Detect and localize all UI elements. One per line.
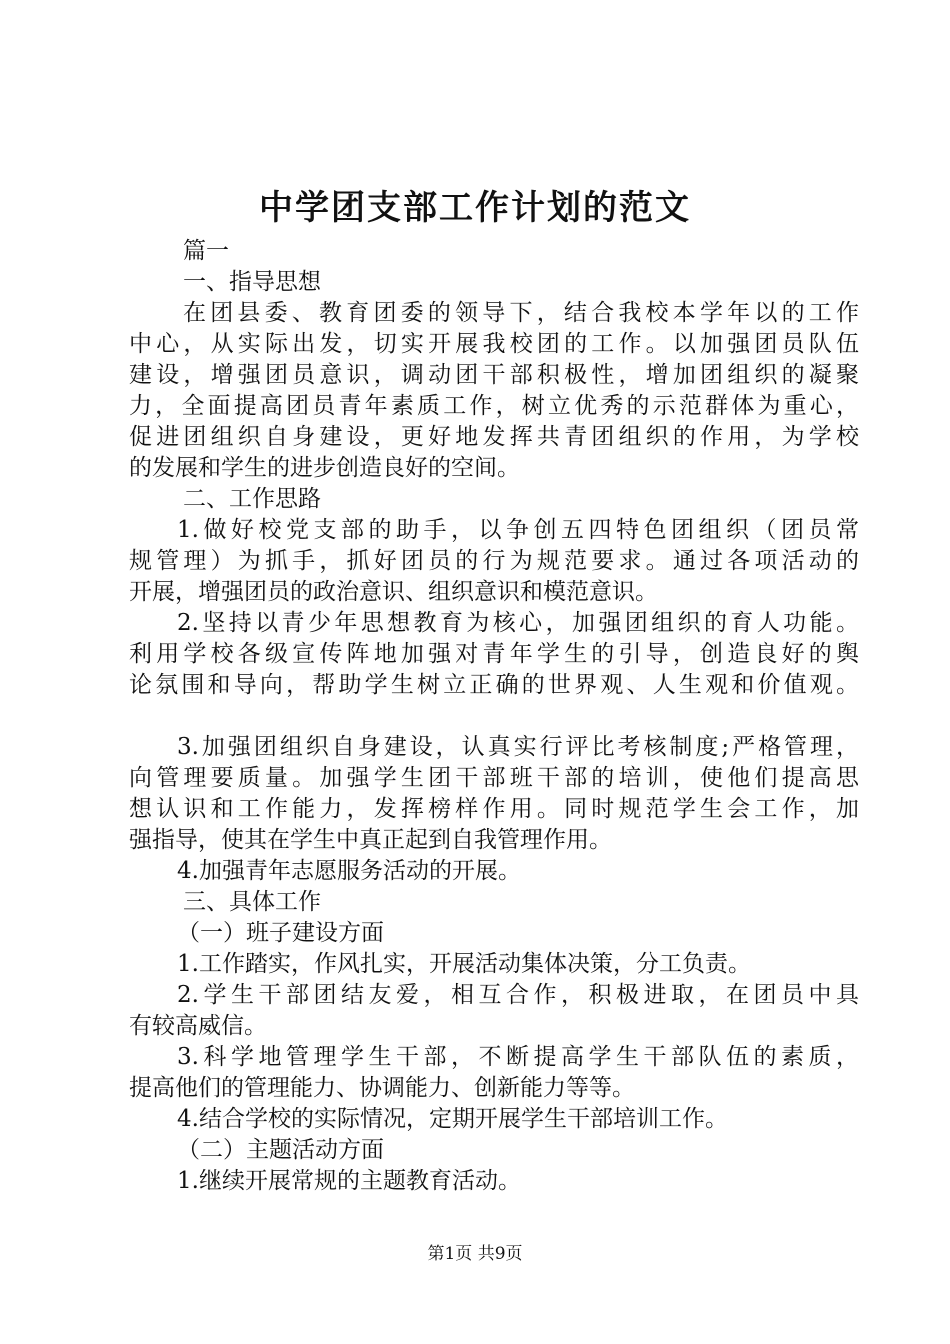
paragraph-line: 2.学生干部团结友爱，相互合作，积极进取，在团员中具: [177, 982, 859, 1008]
section-heading: 二、工作思路: [183, 486, 321, 512]
paragraph-line: 3.加强团组织自身建设，认真实行评比考核制度;严格管理，: [177, 734, 859, 760]
paragraph-line: 开展，增强团员的政治意识、组织意识和模范意识。: [129, 579, 658, 605]
paragraph-line: 在团县委、教育团委的领导下，结合我校本学年以的工作: [183, 300, 859, 326]
blank-line: [129, 701, 859, 732]
subsection-heading: （一）班子建设方面: [177, 920, 384, 946]
paragraph-line: 中心，从实际出发，切实开展我校团的工作。以加强团员队伍: [129, 331, 859, 357]
subsection-heading: （二）主题活动方面: [177, 1137, 384, 1163]
paragraph-line: 4.结合学校的实际情况，定期开展学生干部培训工作。: [177, 1106, 728, 1132]
paragraph-line: 4.加强青年志愿服务活动的开展。: [177, 858, 521, 884]
paragraph-line: 规管理）为抓手，抓好团员的行为规范要求。通过各项活动的: [129, 548, 859, 574]
paragraph-line: 向管理要质量。加强学生团干部班干部的培训，使他们提高思: [129, 765, 859, 791]
paragraph-line: 1.做好校党支部的助手，以争创五四特色团组织（团员常: [177, 517, 859, 543]
paragraph-line: 1.继续开展常规的主题教育活动。: [177, 1168, 521, 1194]
paragraph-line: 想认识和工作能力，发挥榜样作用。同时规范学生会工作，加: [129, 796, 859, 822]
paragraph-line: 利用学校各级宣传阵地加强对青年学生的引导，创造良好的舆: [129, 641, 859, 667]
document-title: 中学团支部工作计划的范文: [259, 188, 691, 228]
page-footer: 第1页 共9页: [427, 1244, 523, 1264]
paragraph-line: 促进团组织自身建设，更好地发挥共青团组织的作用，为学校: [129, 424, 859, 450]
paragraph-line: 3.科学地管理学生干部，不断提高学生干部队伍的素质，: [177, 1044, 859, 1070]
section-heading: 篇一: [183, 238, 229, 264]
paragraph-line: 1.工作踏实，作风扎实，开展活动集体决策，分工负责。: [177, 951, 751, 977]
paragraph-line: 建设，增强团员意识，调动团干部积极性，增加团组织的凝聚: [129, 362, 859, 388]
document-body: [129, 236, 859, 1197]
paragraph-line: 有较高威信。: [129, 1013, 267, 1039]
paragraph-line: 2.坚持以青少年思想教育为核心，加强团组织的育人功能。: [177, 610, 859, 636]
paragraph-line: 强指导，使其在学生中真正起到自我管理作用。: [129, 827, 612, 853]
paragraph-line: 力，全面提高团员青年素质工作，树立优秀的示范群体为重心，: [129, 393, 859, 419]
paragraph-line: 论氛围和导向，帮助学生树立正确的世界观、人生观和价值观。: [129, 672, 859, 698]
section-heading: 三、具体工作: [183, 889, 321, 915]
paragraph-line: 的发展和学生的进步创造良好的空间。: [129, 455, 520, 481]
section-heading: 一、指导思想: [183, 269, 321, 295]
paragraph-line: 提高他们的管理能力、协调能力、创新能力等等。: [129, 1075, 635, 1101]
